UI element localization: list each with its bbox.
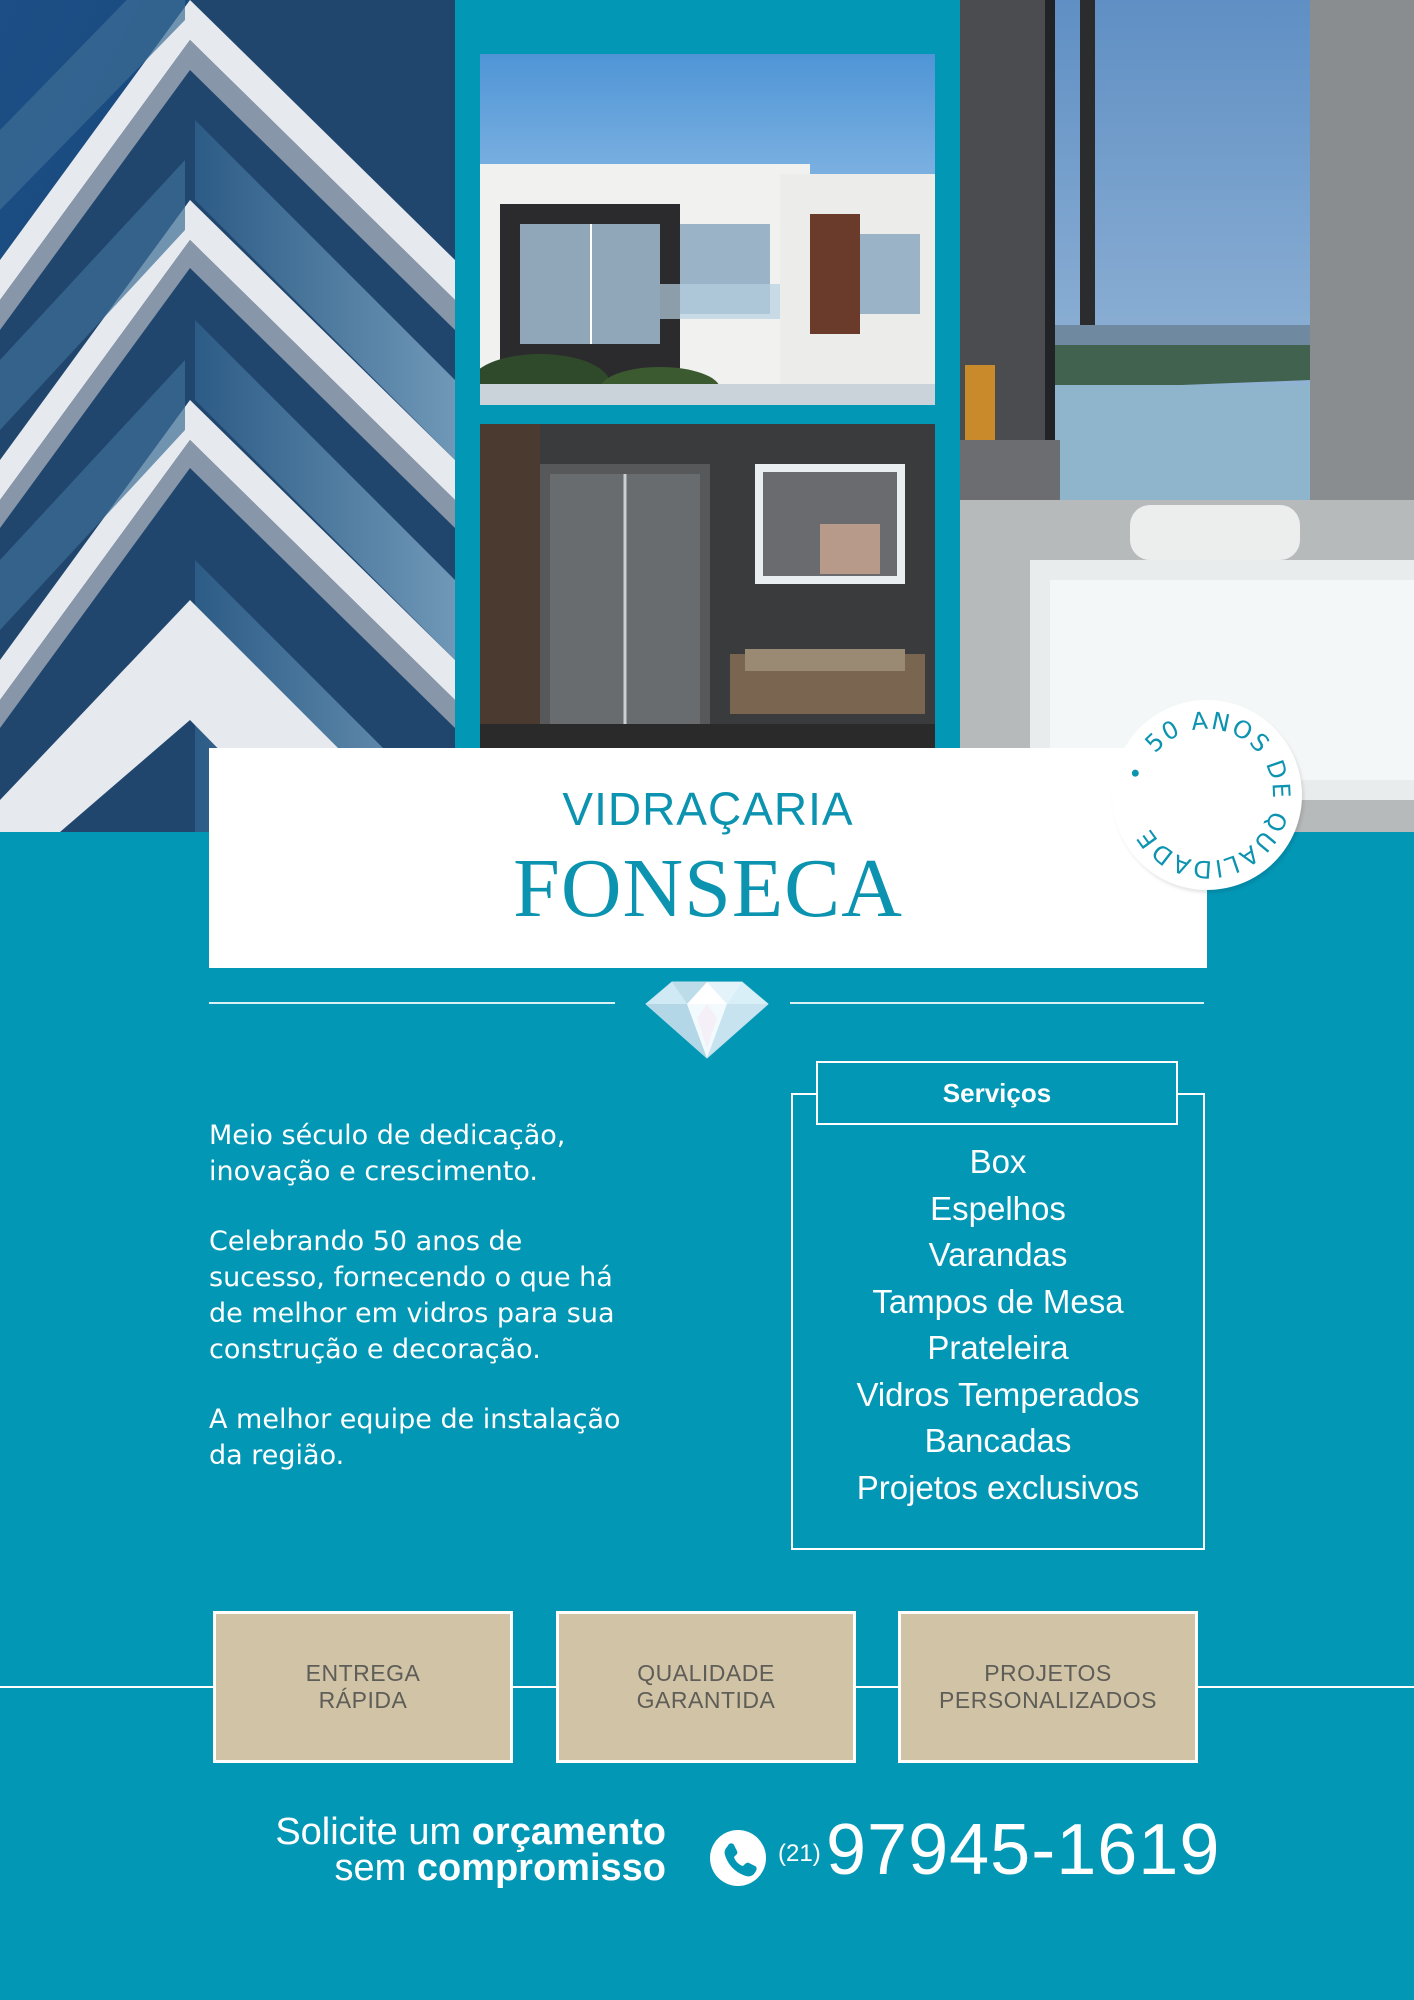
title-card xyxy=(209,748,1207,968)
about-paragraph: A melhor equipe de instalação da região. xyxy=(209,1404,621,1471)
about-paragraph: Celebrando 50 anos de sucesso, fornecendo o que há de melhor em vidros para sua construção e decoração. xyxy=(209,1226,615,1365)
phone-area-code: (21) xyxy=(778,1840,821,1867)
about-text xyxy=(209,1118,629,1508)
brand-title-small: VIDRAÇARIA xyxy=(562,783,854,835)
cta-line-1 xyxy=(160,1811,666,1853)
brand-title-big: FONSECA xyxy=(513,842,903,935)
service-item: Bancadas xyxy=(924,1422,1072,1459)
badge-label: 50 ANOS DE QUALIDADE xyxy=(1130,706,1296,884)
feature-label: ENTREGA RÁPIDA xyxy=(305,1660,421,1713)
phone-icon xyxy=(710,1830,766,1886)
service-item: Prateleira xyxy=(927,1329,1069,1366)
phone-number: 97945-1619 xyxy=(826,1810,1221,1890)
feature-fast-delivery xyxy=(213,1611,513,1763)
building-photo xyxy=(0,0,455,832)
house-photo xyxy=(480,54,935,405)
service-item: Espelhos xyxy=(930,1189,1066,1227)
feature-label: PROJETOS PERSONALIZADOS xyxy=(939,1660,1157,1713)
service-item: Vidros Temperados xyxy=(856,1375,1140,1413)
feature-label: QUALIDADE GARANTIDA xyxy=(636,1660,776,1713)
services-list xyxy=(791,1139,1205,1511)
badge-text xyxy=(1121,707,1296,884)
cta-line-2-bold: compromisso xyxy=(416,1847,666,1889)
quote-call-to-action xyxy=(160,1811,666,1889)
fifty-years-badge xyxy=(1112,700,1302,890)
cta-line-2-regular: sem xyxy=(334,1847,417,1889)
service-item: Varandas xyxy=(928,1236,1068,1273)
diamond-icon xyxy=(642,978,772,1062)
cta-line-2 xyxy=(160,1847,666,1889)
badge-separator: • xyxy=(1120,760,1153,785)
bathroom-photo xyxy=(480,424,935,748)
divider-line-right xyxy=(790,1002,1204,1004)
about-paragraph: Meio século de dedicação, inovação e crescimento. xyxy=(209,1120,566,1187)
feature-quality-guaranteed xyxy=(556,1611,856,1763)
feature-custom-projects xyxy=(898,1611,1198,1763)
services-title: Serviços xyxy=(816,1061,1178,1125)
divider-line-left xyxy=(209,1002,615,1004)
service-item: Tampos de Mesa xyxy=(872,1282,1124,1320)
cta-line-1-regular: Solicite um xyxy=(275,1811,472,1853)
cta-line-1-bold: orçamento xyxy=(471,1811,666,1853)
service-item: Projetos exclusivos xyxy=(856,1468,1140,1506)
service-item: Box xyxy=(969,1143,1027,1180)
